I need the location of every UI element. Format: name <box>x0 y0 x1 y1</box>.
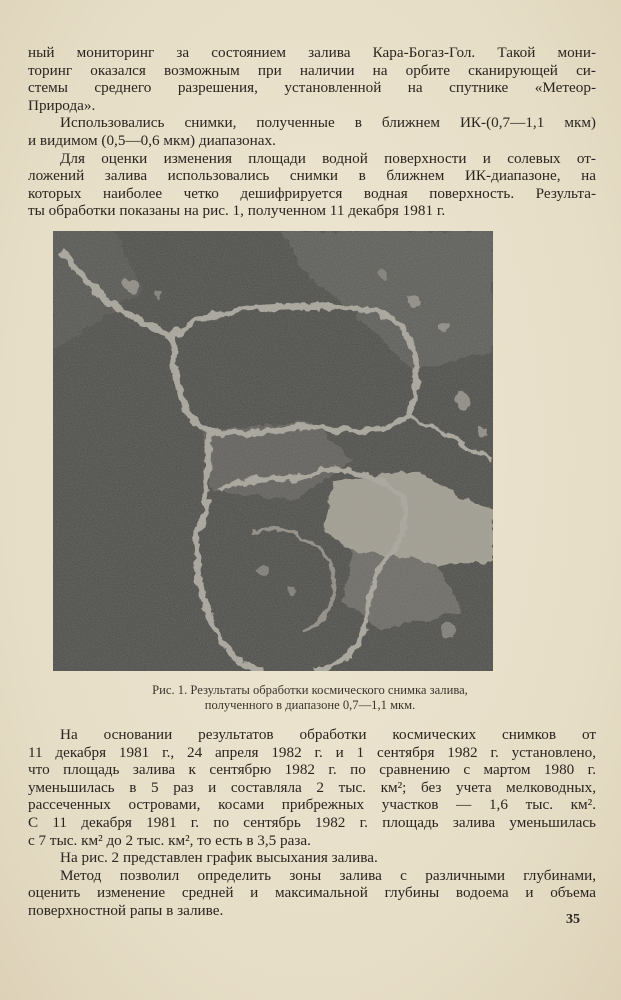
paragraph-6 <box>28 867 596 920</box>
figure-caption <box>60 683 560 713</box>
text-line: Для оценки изменения площади водной поверхности и солевых от- <box>60 149 596 167</box>
paragraph-5 <box>28 849 596 867</box>
text-line: Метод позволил определить зоны залива с различными глубинами, <box>60 866 596 884</box>
text-line: с 7 тыс. км² до 2 тыс. км², то есть в 3,5 раза. <box>28 831 311 849</box>
text-line: На основании результатов обработки космических снимков от <box>60 726 596 743</box>
paragraph-1 <box>28 44 596 114</box>
text-line: уменьшилась в 5 раз и составляла 2 тыс. км²; без учета мелководных, <box>28 778 596 796</box>
text-line: торинг оказался возможным при наличии на орбите сканирующей си- <box>28 61 596 79</box>
text-line: стемы среднего разрешения, установленной на спутнике «Метеор- <box>28 79 596 97</box>
paragraph-2 <box>28 114 596 149</box>
text-line: 11 декабря 1981 г., 24 апреля 1982 г. и 1 сентября 1982 г. установлено, <box>28 743 596 761</box>
caption-line: полученного в диапазоне 0,7—1,1 мкм. <box>204 698 416 712</box>
text-line: Использовались снимки, полученные в ближнем ИК-(0,7—1,1 мкм) <box>60 114 596 132</box>
satellite-image <box>53 231 493 671</box>
text-line: поверхностной рапы в заливе. <box>28 901 224 919</box>
satellite-image-figure <box>53 231 493 671</box>
text-line: ложений залива использовались снимки в ближнем ИК-диапазоне, на <box>28 167 596 185</box>
caption-line: Рис. 1. Результаты обработки космического снимка залива, <box>152 683 468 697</box>
text-line: С 11 декабря 1981 г. по сентябрь 1982 г. площадь залива уменьшилась <box>28 813 596 831</box>
text-line: рассеченных островами, косами прибрежных участков — 1,6 тыс. км². <box>28 796 596 814</box>
text-line: которых наиболее четко дешифрируется водная поверхность. Результа- <box>28 184 596 202</box>
lower-text <box>28 726 596 920</box>
paragraph-3 <box>28 150 596 220</box>
text-line: оценить изменение средней и максимальной глубины водоема и объема <box>28 884 596 902</box>
text-line: На рис. 2 представлен график высыхания залива. <box>60 849 378 867</box>
text-line: что площадь залива к сентябрю 1982 г. по сравнению с мартом 1980 г. <box>28 761 596 779</box>
paragraph-4 <box>28 726 596 849</box>
page-number: 35 <box>566 912 580 927</box>
text-line: Природа». <box>28 96 96 114</box>
text-line: и видимом (0,5—0,6 мкм) диапазонах. <box>28 131 276 149</box>
upper-text <box>28 44 596 220</box>
text-line: ный мониторинг за состоянием залива Кара-Богаз-Гол. Такой мони- <box>28 44 596 61</box>
text-line: ты обработки показаны на рис. 1, полученном 11 декабря 1981 г. <box>28 202 446 220</box>
